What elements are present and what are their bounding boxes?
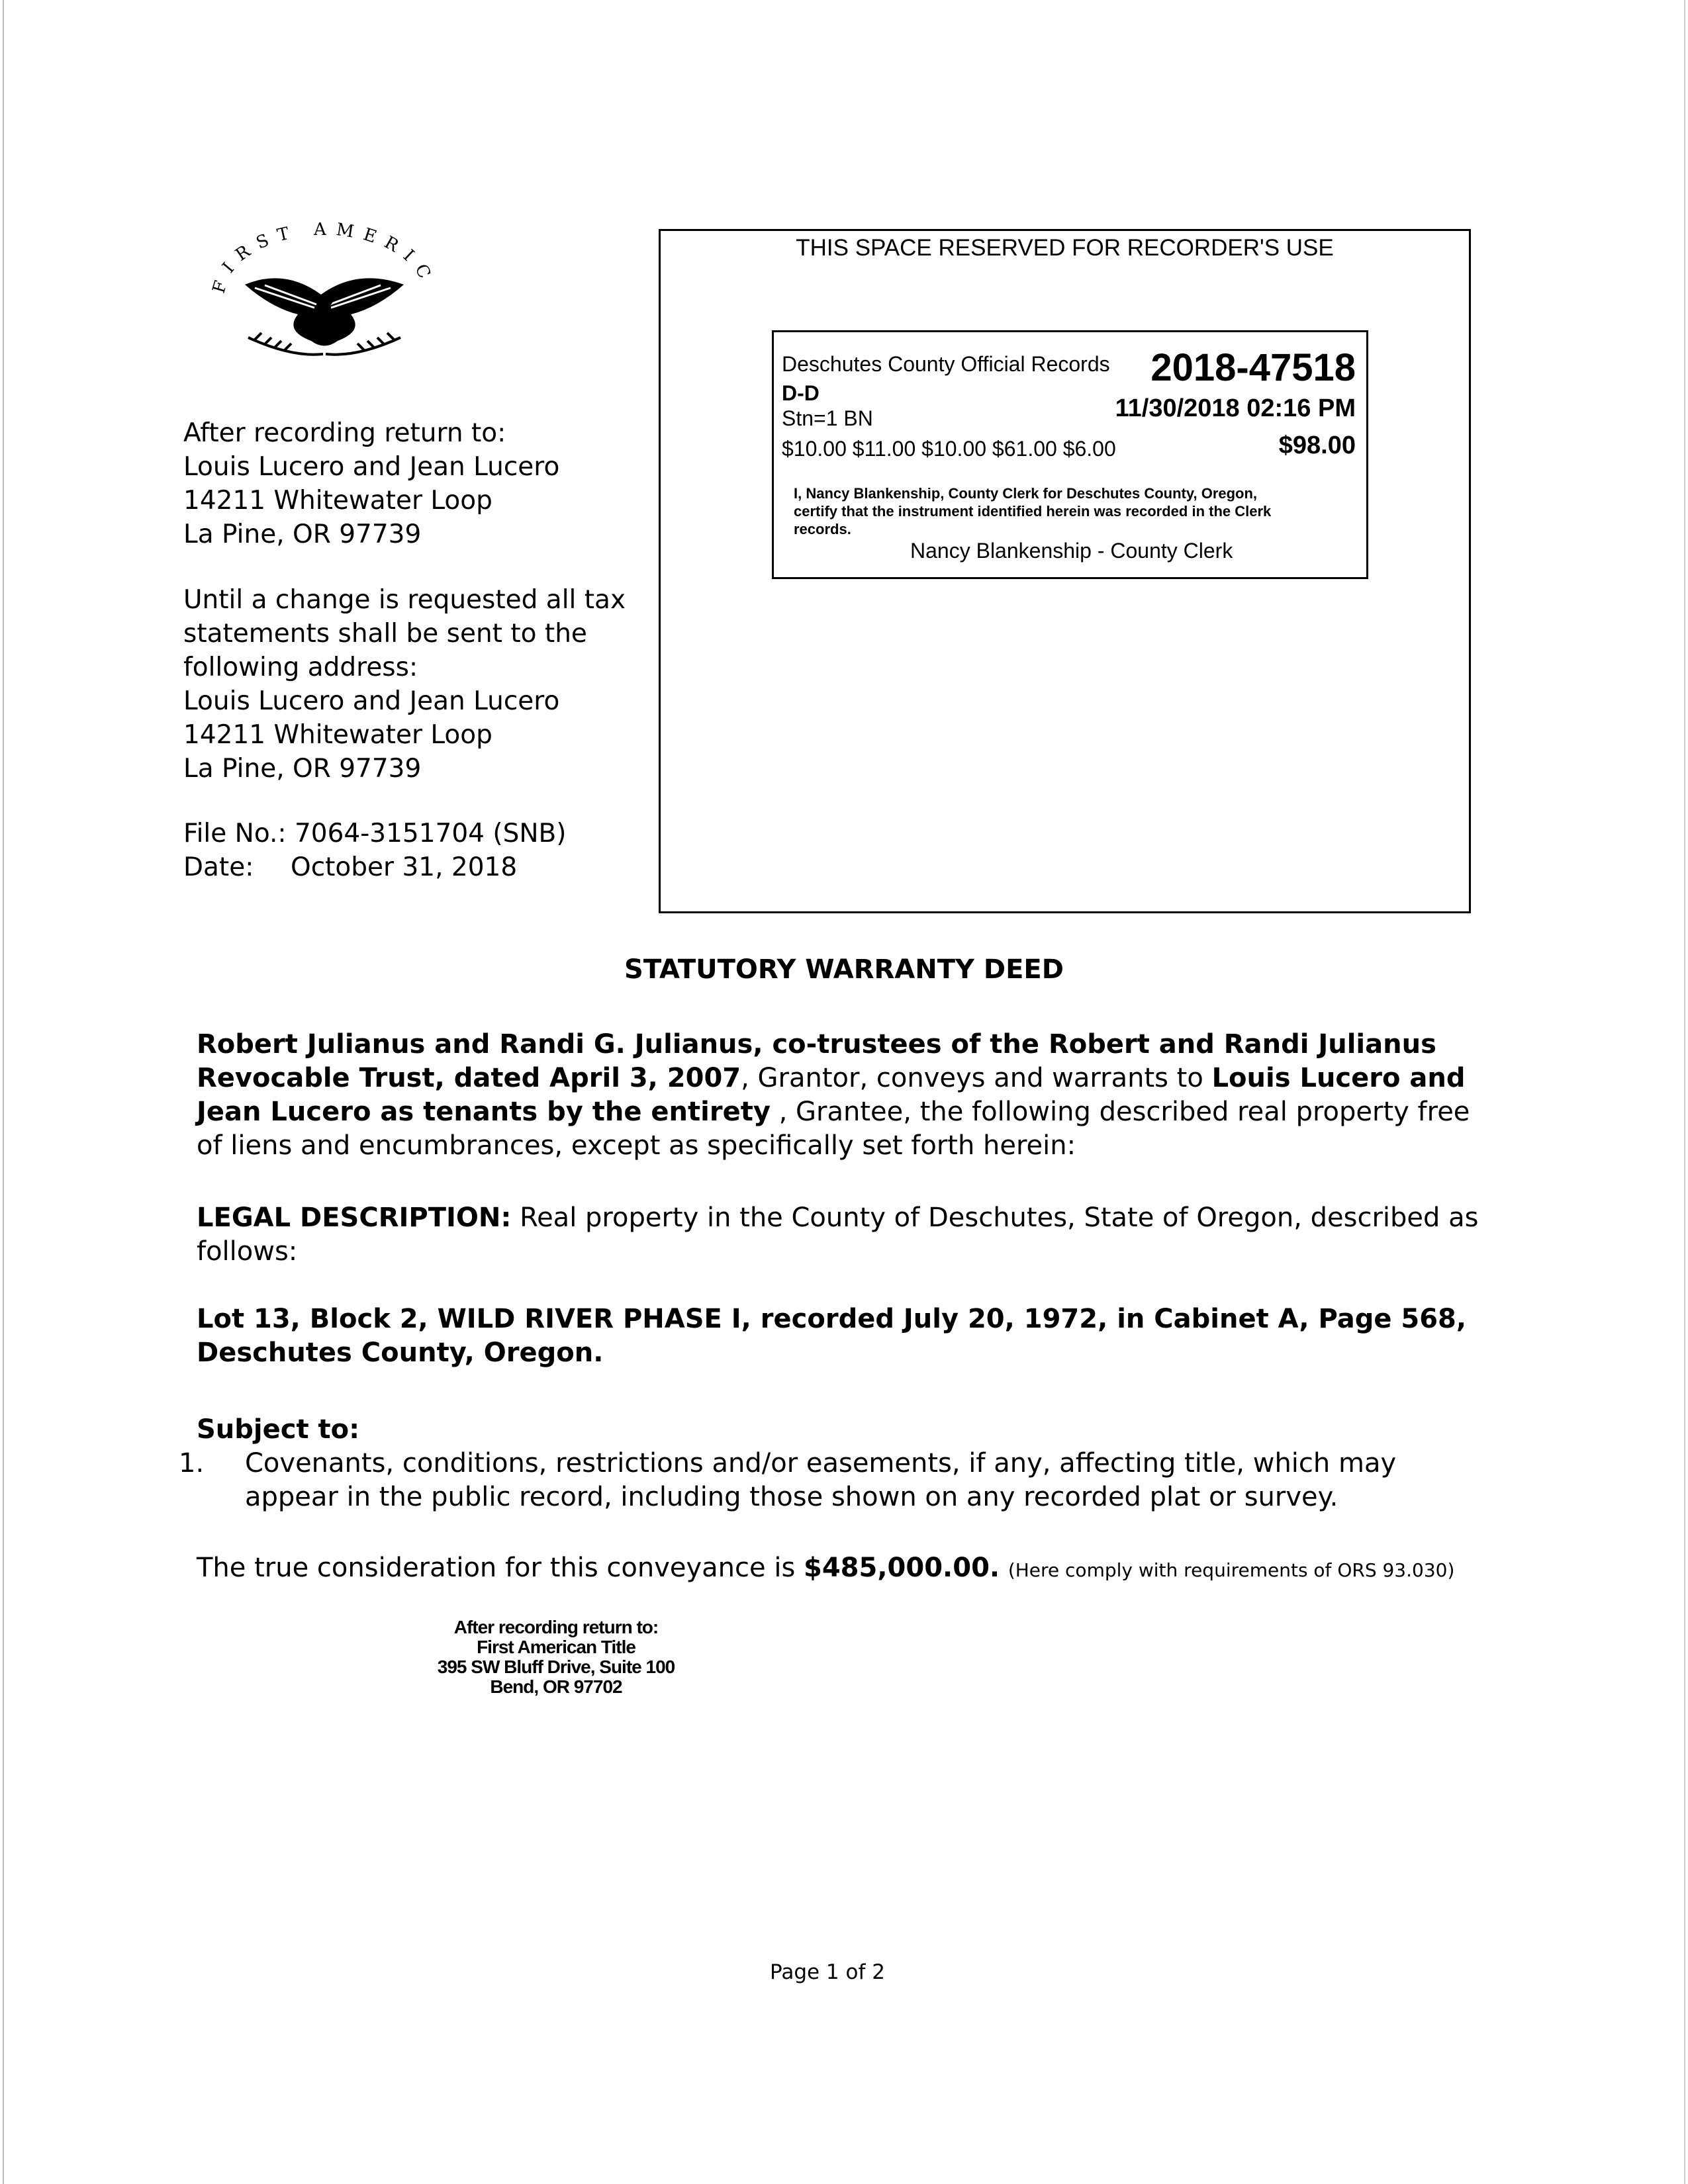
tax-line: statements shall be sent to the [183, 619, 587, 649]
certification-line: certify that the instrument identified herein was recorded in the Clerk [794, 503, 1272, 520]
conveys-text: , Grantor, conveys and warrants to [741, 1063, 1212, 1093]
tax-line: following address: [183, 653, 418, 682]
return-line: Louis Lucero and Jean Lucero [183, 452, 560, 482]
file-number: 7064-3151704 (SNB) [294, 819, 567, 848]
file-info [183, 817, 566, 884]
return-line: 14211 Whitewater Loop [183, 486, 492, 516]
legal-label: LEGAL DESCRIPTION: [197, 1203, 512, 1233]
subject-to-label: Subject to: [197, 1414, 360, 1445]
consideration-text: The true consideration for this conveyance is [197, 1553, 804, 1583]
grantee-names: Louis Lucero and Jean Lucero as tenants by the entirety [197, 1063, 1466, 1127]
grantor-names: Robert Julianus and Randi G. Julianus, co-trustees of the Robert and Randi Julianus Revocable Trust, dated April 3, 2007 [197, 1029, 1436, 1093]
stamp-return-line: After recording return to: [453, 1617, 659, 1637]
subject-item-number: 1. [179, 1448, 205, 1479]
svg-text:FIRST AMERICAN: FIRST AMERIC [209, 222, 439, 296]
records-office: Deschutes County Official Records [782, 352, 1110, 376]
consideration-amount: $485,000.00. [804, 1553, 1000, 1583]
station: Stn=1 BN [782, 406, 873, 430]
grantor-paragraph [197, 1028, 1487, 1163]
consideration-note: (Here comply with requirements of ORS 93.030) [1008, 1559, 1455, 1581]
record-number: 2018-47518 [1150, 346, 1356, 389]
certification-line: records. [794, 521, 851, 537]
tax-statement-block [183, 583, 626, 786]
legal-text: Real property in the County of Deschutes, State of Oregon, described as follows: [197, 1203, 1479, 1267]
recorder-title: THIS SPACE RESERVED FOR RECORDER'S USE [796, 235, 1334, 261]
fees-list: $10.00 $11.00 $10.00 $61.00 $6.00 [782, 437, 1116, 461]
tax-line: Louis Lucero and Jean Lucero [183, 686, 560, 716]
recording-stamp [772, 330, 1368, 579]
deed-title: STATUTORY WARRANTY DEED [624, 954, 1064, 985]
consideration [197, 1551, 1521, 1587]
legal-description [197, 1201, 1487, 1269]
return-line: La Pine, OR 97739 [183, 520, 422, 549]
date-value: October 31, 2018 [291, 852, 518, 882]
stamp-return-address [397, 1617, 715, 1697]
certification-text [794, 484, 1350, 538]
scan-edge-right [1684, 0, 1685, 2184]
eagle-icon [199, 222, 450, 381]
clerk-name: Nancy Blankenship - County Clerk [910, 539, 1233, 563]
grantee-rest: , Grantee, the following described real property free of liens and encumbrances, except as specifically set forth herein: [197, 1097, 1470, 1161]
stamp-return-line: 395 SW Bluff Drive, Suite 100 [437, 1657, 675, 1677]
return-address-block [183, 416, 559, 551]
file-label: File No.: [183, 819, 287, 848]
tax-line: La Pine, OR 97739 [183, 754, 422, 784]
fees-total: $98.00 [1278, 432, 1356, 459]
date-label: Date: [183, 852, 254, 882]
page-number: Page 1 of 2 [770, 1960, 885, 1984]
tax-line: 14211 Whitewater Loop [183, 720, 492, 750]
certification-line: I, Nancy Blankenship, County Clerk for Deschutes County, Oregon, [794, 485, 1258, 502]
document-type: D-D [782, 381, 820, 405]
company-logo [199, 222, 450, 381]
record-datetime: 11/30/2018 02:16 PM [1115, 394, 1356, 422]
lot-description: Lot 13, Block 2, WILD RIVER PHASE I, recorded July 20, 1972, in Cabinet A, Page 568, Deschutes County, Oregon. [197, 1304, 1467, 1368]
subject-item-text: Covenants, conditions, restrictions and/or easements, if any, affecting title, which may appear in the public record, including those shown on any recorded plat or survey. [245, 1448, 1397, 1512]
return-heading: After recording return to: [183, 418, 506, 448]
tax-line: Until a change is requested all tax [183, 585, 626, 615]
scan-edge-left [3, 0, 4, 2184]
stamp-return-line: Bend, OR 97702 [490, 1676, 622, 1697]
stamp-return-line: First American Title [477, 1637, 635, 1657]
